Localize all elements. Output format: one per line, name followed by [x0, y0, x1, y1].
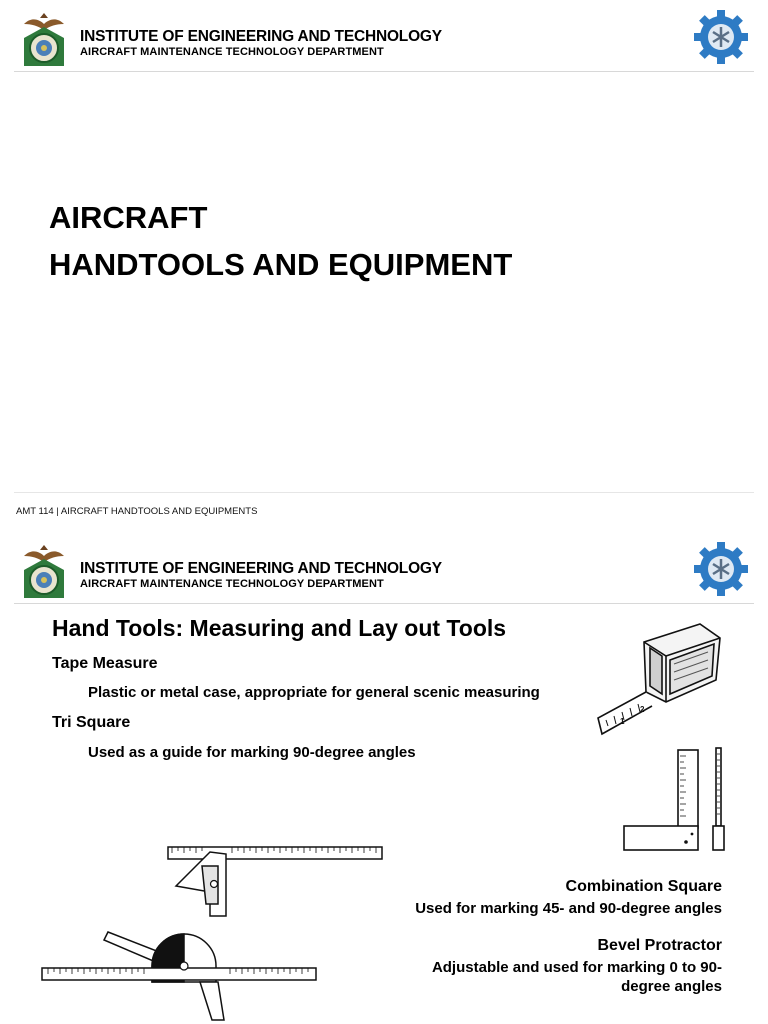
gear-emblem-icon [694, 542, 748, 596]
slide-title-line1: AIRCRAFT [49, 200, 208, 235]
tri-square-description: Used as a guide for marking 90-degree angles [88, 744, 416, 761]
svg-text:2: 2 [640, 705, 645, 714]
svg-text:1: 1 [620, 717, 625, 726]
combination-square-label: Combination Square [565, 878, 722, 895]
slide-header [0, 0, 768, 72]
eagle-seal-icon [20, 542, 68, 600]
tape-measure-icon [596, 620, 724, 738]
content-slide [0, 532, 768, 1024]
header-rule [14, 71, 754, 72]
tri-square-label: Tri Square [52, 714, 131, 731]
institute-name: INSTITUTE OF ENGINEERING AND TECHNOLOGY [80, 28, 442, 45]
institute-name: INSTITUTE OF ENGINEERING AND TECHNOLOGY [80, 560, 442, 577]
combination-square-icon [166, 844, 386, 918]
bevel-protractor-icon [40, 924, 318, 1022]
tri-square-icon [620, 746, 732, 854]
slide-title-line2: HANDTOOLS AND EQUIPMENT [49, 247, 513, 282]
slide-header [0, 532, 768, 604]
eagle-seal-icon [20, 10, 68, 68]
slide-footer: AMT 114 | AIRCRAFT HANDTOOLS AND EQUIPMENTS [16, 506, 258, 517]
department-name: AIRCRAFT MAINTENANCE TECHNOLOGY DEPARTMENT [80, 46, 384, 58]
gear-emblem-icon [694, 10, 748, 64]
bevel-protractor-label: Bevel Protractor [597, 937, 722, 954]
title-slide [0, 0, 768, 494]
tape-measure-description: Plastic or metal case, appropriate for general scenic measuring [88, 684, 540, 701]
tape-measure-label: Tape Measure [52, 655, 158, 672]
bevel-protractor-description-line2: degree angles [621, 978, 722, 995]
section-heading: Hand Tools: Measuring and Lay out Tools [52, 615, 507, 641]
bevel-protractor-description-line1: Adjustable and used for marking 0 to 90- [431, 959, 722, 976]
combination-square-description: Used for marking 45- and 90-degree angles [415, 900, 722, 917]
department-name: AIRCRAFT MAINTENANCE TECHNOLOGY DEPARTMENT [80, 578, 384, 590]
footer-rule [14, 492, 754, 493]
header-rule [14, 603, 754, 604]
